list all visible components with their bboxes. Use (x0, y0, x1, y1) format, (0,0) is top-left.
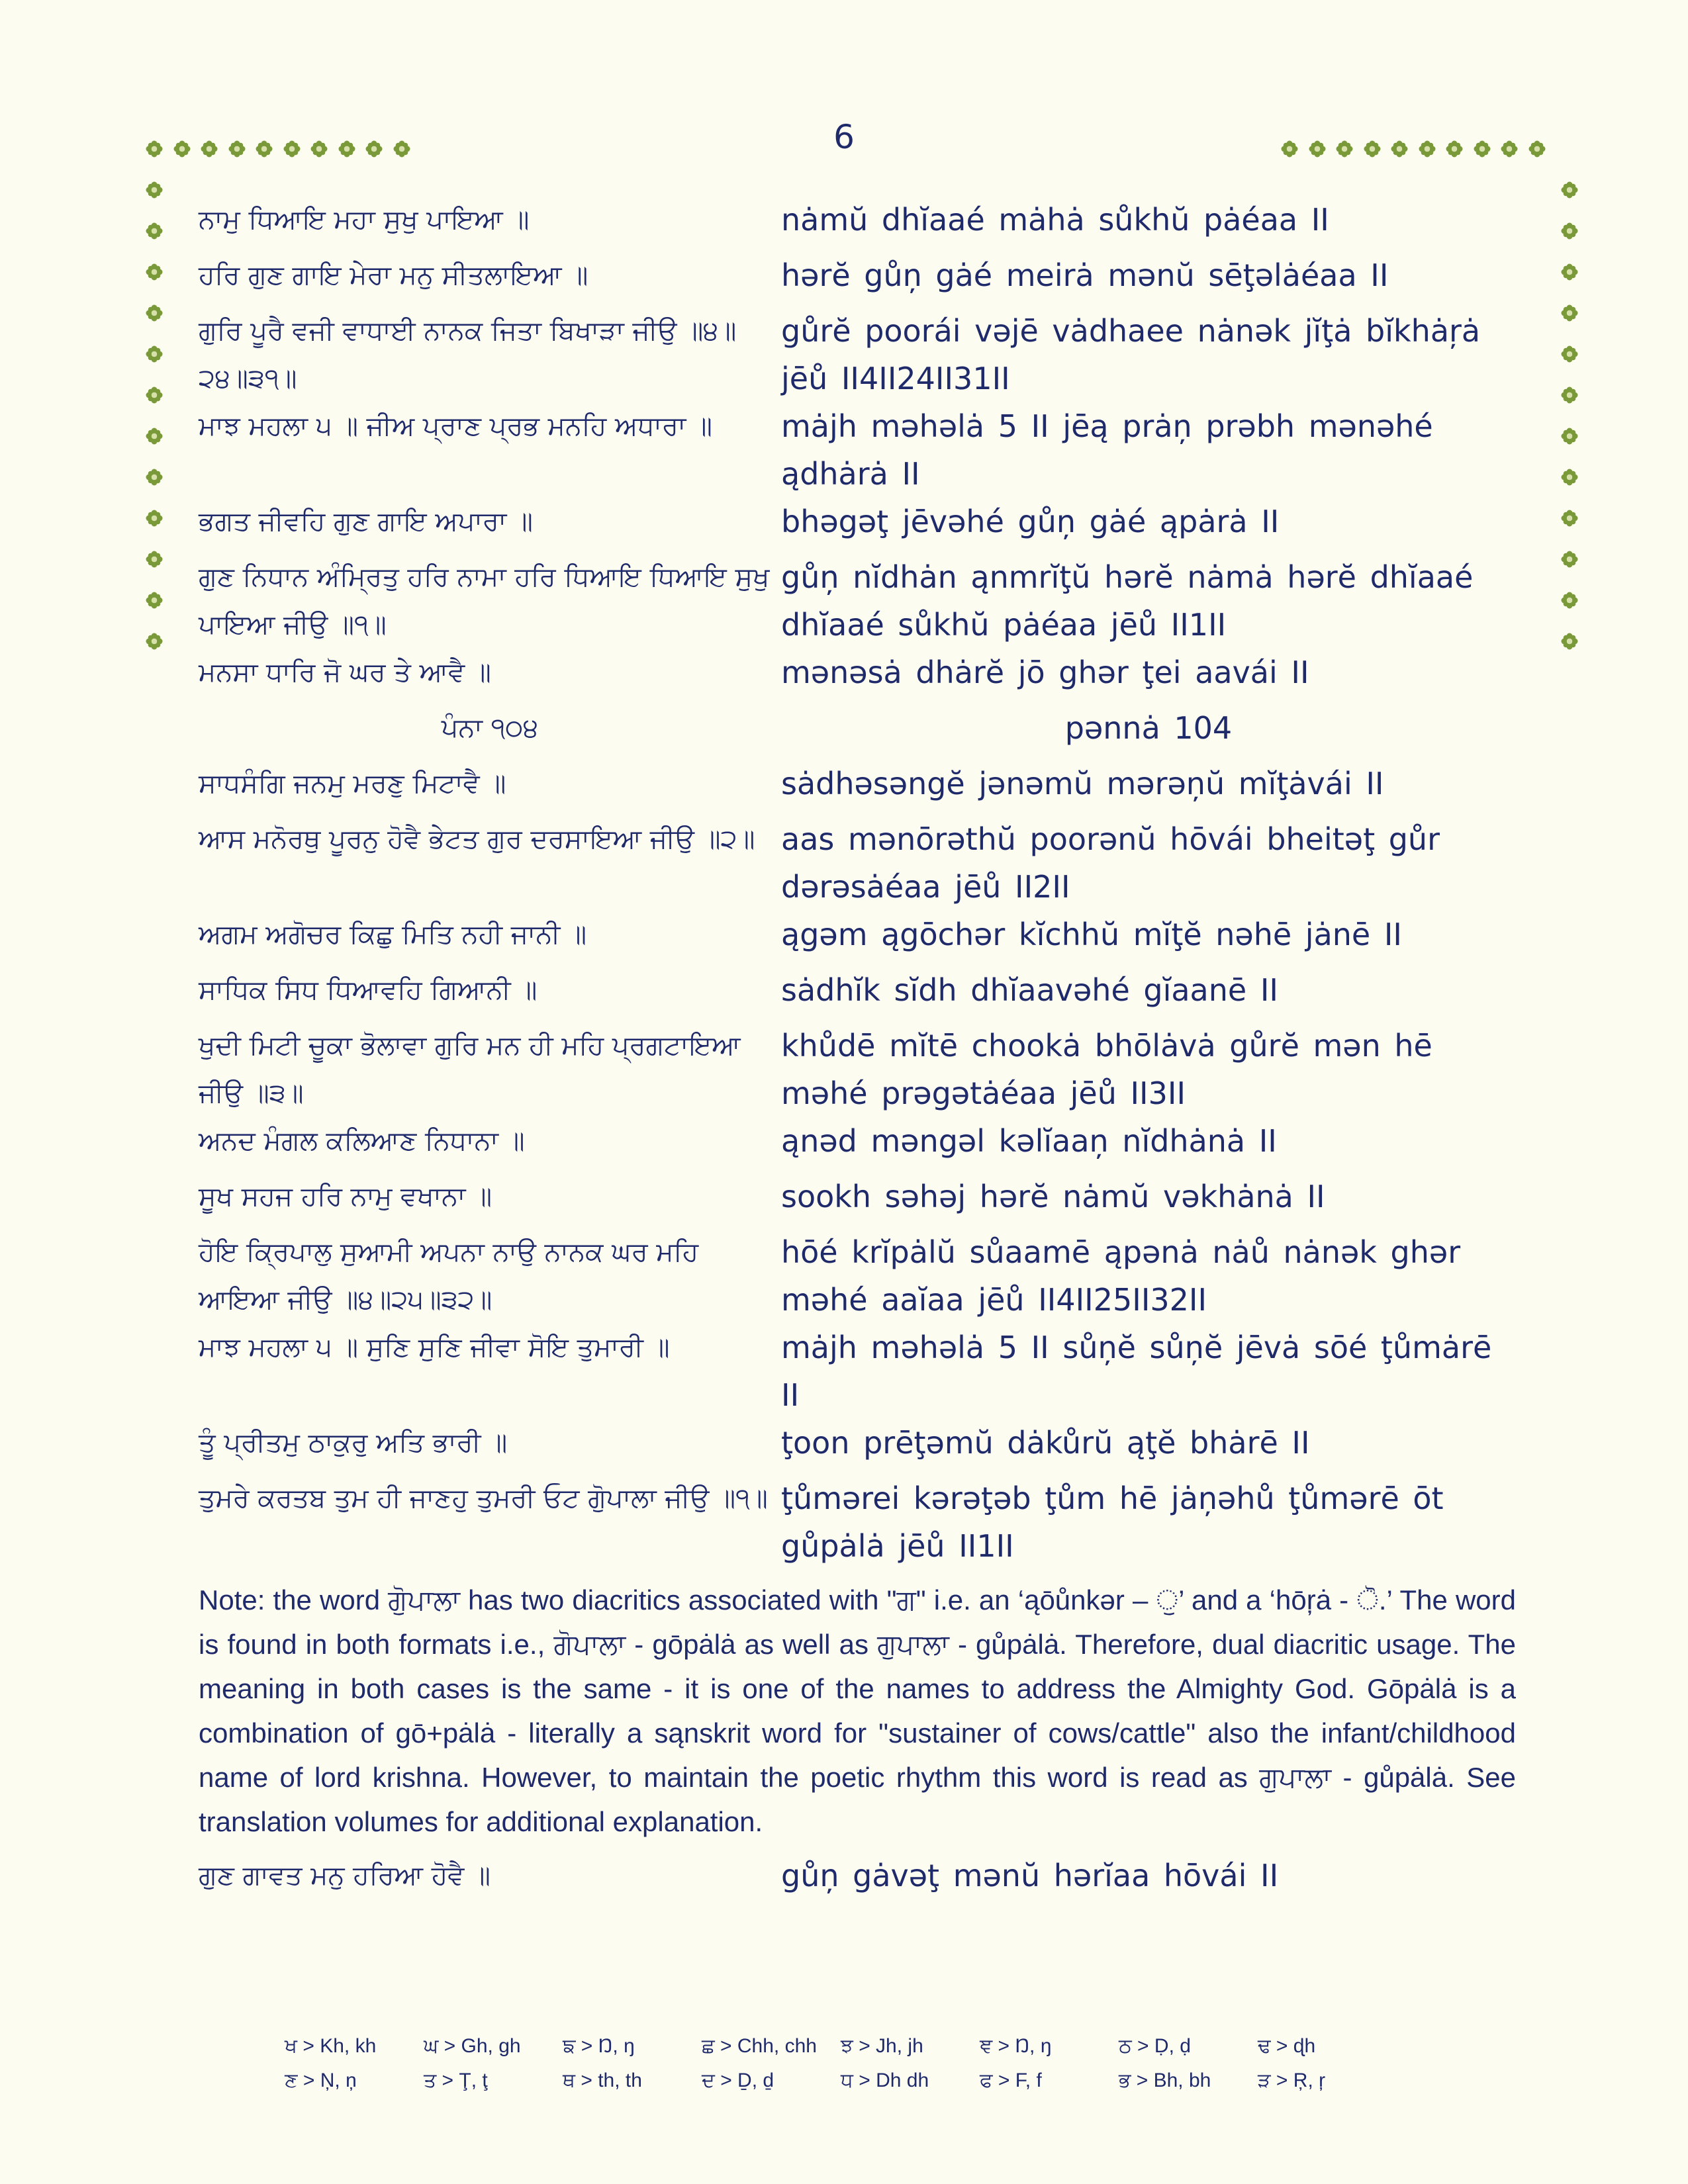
flower-ornament-icon (1501, 140, 1518, 158)
transliteration-line: bhəgəţ jēvəhé gůņ gȧé ąpȧrȧ II (781, 504, 1280, 539)
flower-ornament-icon (146, 551, 163, 568)
transliteration-line: mənəsȧ dhȧrĕ jō ghər ţei aavái II (781, 655, 1309, 690)
flower-ornament-icon (1561, 510, 1578, 527)
verse-row (199, 402, 1516, 498)
legend-entry: ਣ > Ņ, ņ (285, 2070, 357, 2091)
legend-entry: ਛ > Chh, chh (702, 2035, 817, 2057)
gurmukhi-page-marker: ਪੰਨਾ ੧੦੪ (441, 713, 539, 743)
transliteration-line: sookh səhəj hərĕ nȧmŭ vəkhȧnȧ II (781, 1179, 1325, 1214)
legend-row (285, 2035, 1410, 2070)
verse-row (199, 760, 1516, 807)
verse-row (199, 307, 1516, 402)
flower-ornament-icon (146, 345, 163, 363)
legend-entry: ਠ > Ḍ, ḍ (1119, 2035, 1191, 2057)
transliteration-legend (285, 2035, 1410, 2104)
gurmukhi-line: ਤੂੰ ਪ੍ਰੀਤਮੁ ਠਾਕੁਰੁ ਅਤਿ ਭਾਰੀ ॥ (199, 1428, 508, 1458)
legend-entry: ਥ > th, th (563, 2070, 642, 2091)
gurmukhi-line: ਹੋਇ ਕ੍ਰਿਪਾਲੁ ਸੁਆਮੀ ਅਪਨਾ ਨਾਉ ਨਾਨਕ ਘਰ ਮਹਿ ਆਇਆ ਜੀਉ ॥੪॥੨੫॥੩੨॥ (199, 1237, 699, 1315)
flower-ornament-icon (1474, 140, 1491, 158)
flower-ornament-icon (1561, 222, 1578, 240)
verse-row (199, 649, 1516, 696)
flower-ornament-icon (1561, 304, 1578, 322)
flower-ornament-icon (1561, 469, 1578, 486)
transliteration-line: ąnəd məngəl kəlĭaaņ nĭdhȧnȧ II (781, 1123, 1277, 1159)
gurmukhi-line: ਖੁਦੀ ਮਿਟੀ ਚੂਕਾ ਭੋਲਾਵਾ ਗੁਰਿ ਮਨ ਹੀ ਮਹਿ ਪ੍ਰਗਟਾਇਆ ਜੀਉ ॥੩॥ (199, 1030, 741, 1109)
flower-ornament-icon (1561, 263, 1578, 281)
transliteration-page-marker: pənnȧ 104 (1064, 710, 1233, 746)
flower-ornament-icon (1446, 140, 1463, 158)
flower-ornament-icon (146, 387, 163, 404)
legend-entry: ਢ > ɖh (1258, 2035, 1316, 2057)
flower-ornament-icon (1561, 345, 1578, 363)
gurmukhi-line: ਮਾਝ ਮਹਲਾ ੫ ॥ ਜੀਅ ਪ੍ਰਾਣ ਪ੍ਰਭ ਮਨਹਿ ਅਧਾਰਾ ॥ (199, 411, 712, 441)
gurmukhi-line: ਅਨਦ ਮੰਗਲ ਕਲਿਆਣ ਨਿਧਾਨਾ ॥ (199, 1126, 525, 1156)
flower-ornament-icon (146, 304, 163, 322)
transliteration-line: ţůmərei kərəţəb ţům hē jȧņəhů ţůmərē ōt gůpȧlȧ jēů II1II (781, 1480, 1444, 1564)
legend-entry: ਘ > Gh, gh (424, 2035, 521, 2057)
flower-ornament-icon (1561, 387, 1578, 404)
flower-ornament-icon (146, 222, 163, 240)
legend-entry: ਞ > Ŋ, ŋ (980, 2035, 1052, 2057)
legend-row (285, 2070, 1410, 2104)
verse-row (199, 1117, 1516, 1165)
verse-row (199, 1324, 1516, 1419)
verse-row (199, 1022, 1516, 1117)
flower-ornament-icon (283, 140, 301, 158)
flower-ornament-icon (1419, 140, 1436, 158)
flower-ornament-icon (1561, 428, 1578, 445)
verse-row (199, 815, 1516, 911)
legend-entry: ਦ > Ḏ, ḏ (702, 2070, 774, 2091)
verse-row (199, 911, 1516, 958)
flower-ornament-icon (1336, 140, 1353, 158)
verse-row (199, 553, 1516, 649)
flower-ornament-icon (146, 428, 163, 445)
gurmukhi-line: ਹਰਿ ਗੁਣ ਗਾਇ ਮੇਰਾ ਮਨੁ ਸੀਤਲਾਇਆ ॥ (199, 260, 588, 291)
flower-ornament-icon (228, 140, 246, 158)
legend-entry: ਧ > Dh dh (841, 2070, 929, 2091)
flower-ornament-icon (146, 510, 163, 527)
flower-ornament-icon (338, 140, 355, 158)
flower-ornament-icon (173, 140, 191, 158)
verse-row (199, 1173, 1516, 1220)
flower-ornament-icon (146, 633, 163, 650)
flower-ornament-icon (146, 263, 163, 281)
flower-ornament-icon (1561, 181, 1578, 199)
gurmukhi-line: ਗੁਣ ਗਾਵਤ ਮਨੁ ਹਰਿਆ ਹੋਵੈ ॥ (199, 1860, 491, 1891)
gurmukhi-line: ਸਾਧਿਕ ਸਿਧ ਧਿਆਵਹਿ ਗਿਆਨੀ ॥ (199, 975, 538, 1005)
flower-ornament-icon (1528, 140, 1546, 158)
transliteration-line: nȧmŭ dhĭaaé mȧhȧ sůkhŭ pȧéaa II (781, 202, 1329, 238)
flower-ornament-icon (365, 140, 383, 158)
flower-ornament-icon (146, 592, 163, 609)
flower-ornament-icon (310, 140, 328, 158)
flower-ornament-icon (146, 140, 163, 158)
transliteration-line: sȧdhĭk sĭdh dhĭaavəhé gĭaanē II (781, 972, 1278, 1008)
verse-row (199, 1852, 1516, 1899)
gurmukhi-line: ਨਾਮੁ ਧਿਆਇ ਮਹਾ ਸੁਖੁ ਪਾਇਆ ॥ (199, 205, 530, 235)
gurmukhi-line: ਅਗਮ ਅਗੋਚਰ ਕਿਛੁ ਮਿਤਿ ਨਹੀ ਜਾਨੀ ॥ (199, 919, 587, 950)
verse-list (199, 196, 1516, 1899)
transliteration-line: gůņ gȧvəţ mənŭ hərĭaa hōvái II (781, 1858, 1279, 1893)
transliteration-line: hərĕ gůņ gȧé meirȧ mənŭ sēţəlȧéaa II (781, 257, 1389, 293)
transliteration-line: ągəm ągōchər kĭchhŭ mĭţĕ nəhē jȧnē II (781, 917, 1402, 952)
verse-row (199, 1228, 1516, 1324)
transliteration-line: aas mənōrəthŭ poorənŭ hōvái bheitəţ gůr dərəsȧéaa jēů II2II (781, 821, 1440, 905)
transliteration-line: mȧjh məhəlȧ 5 II jēą prȧņ prəbh mənəhé ądhȧrȧ II (781, 408, 1433, 492)
verse-row (199, 498, 1516, 545)
legend-entry: ਝ > Jh, jh (841, 2035, 923, 2057)
gurmukhi-line: ਆਸ ਮਨੋਰਥੁ ਪੂਰਨੁ ਹੋਵੈ ਭੇਟਤ ਗੁਰ ਦਰਸਾਇਆ ਜੀਉ ॥੨॥ (199, 824, 755, 854)
flower-ornament-icon (201, 140, 218, 158)
flower-ornament-icon (1391, 140, 1408, 158)
flower-ornament-icon (1364, 140, 1381, 158)
transliteration-line: ţoon prēţəmŭ dȧkůrŭ ąţĕ bhȧrē II (781, 1425, 1310, 1461)
flower-ornament-icon (1281, 140, 1298, 158)
flower-ornament-icon (256, 140, 273, 158)
transliteration-line: hōé krĭpȧlŭ sůaamē ąpənȧ nȧů nȧnək ghər məhé aaĭaa jēů II4II25II32II (781, 1234, 1461, 1318)
verse-row (199, 1419, 1516, 1467)
legend-entry: ਤ > Ţ, ţ (424, 2070, 488, 2091)
transliteration-line: gůrĕ poorái vəjē vȧdhaee nȧnək jĭţȧ bĭkhȧŗȧ jēů II4II24II31II (781, 313, 1481, 396)
gurmukhi-line: ਗੁਣ ਨਿਧਾਨ ਅੰਮ੍ਰਿਤੁ ਹਰਿ ਨਾਮਾ ਹਰਿ ਧਿਆਇ ਧਿਆਇ ਸੁਖੁ ਪਾਇਆ ਜੀਉ ॥੧॥ (199, 562, 770, 640)
gurmukhi-line: ਮਾਝ ਮਹਲਾ ੫ ॥ ਸੁਣਿ ਸੁਣਿ ਜੀਵਾ ਸੋਇ ਤੁਮਾਰੀ ॥ (199, 1332, 670, 1363)
transliteration-line: gůņ nĭdhȧn ąnmrĭţŭ hərĕ nȧmȧ hərĕ dhĭaaé dhĭaaé sůkhŭ pȧéaa jēů II1II (781, 559, 1474, 643)
verse-row (199, 196, 1516, 244)
transliteration-line: sȧdhəsəngĕ jənəmŭ mərəņŭ mĭţȧvái II (781, 766, 1384, 801)
flower-ornament-icon (1309, 140, 1326, 158)
transliteration-line: mȧjh məhəlȧ 5 II sůņĕ sůņĕ jēvȧ sōé ţůmȧrē II (781, 1330, 1492, 1413)
flower-ornament-icon (1561, 592, 1578, 609)
gurmukhi-line: ਗੁਰਿ ਪੂਰੈ ਵਜੀ ਵਾਧਾਈ ਨਾਨਕ ਜਿਤਾ ਬਿਖਾੜਾ ਜੀਉ ॥੪॥੨੪॥੩੧॥ (199, 316, 737, 394)
legend-entry: ੜ > Ŗ, ŗ (1258, 2070, 1326, 2091)
gurmukhi-line: ਤੁਮਰੇ ਕਰਤਬ ਤੁਮ ਹੀ ਜਾਣਹੁ ਤੁਮਰੀ ਓਟ ਗੁੋਪਾਲਾ ਜੀਉ ॥੧॥ (199, 1483, 768, 1514)
legend-entry: ਙ > Ŋ, ŋ (563, 2035, 635, 2057)
flower-ornament-icon (393, 140, 410, 158)
verse-row (199, 251, 1516, 299)
transliteration-line: khůdē mĭtē chookȧ bhōlȧvȧ gůrĕ mən hē məhé prəgətȧéaa jēů II3II (781, 1028, 1432, 1111)
diacritic-note: Note: the word ਗੁੋਪਾਲਾ has two diacritics associated with "ਗ" i.e. an ‘ąōůnkər – ੁ’ and a ‘hōŗȧ - ੋ.’ The word is found in both formats i.e., ਗੋਪਾਲਾ - gōpȧlȧ as well as ਗੁਪਾਲਾ - gůpȧlȧ. Therefore, dual diacritic usage. The meaning in both cases is the same - it is one of the names to address the Almighty God. Gōpȧlȧ is a combination of gō+pȧlȧ - literally a sąnskrit word for "sustainer of cows/cattle" also the infant/childhood name of lord krishna. However, to maintain the poetic rhythm this word is read as ਗੁਪਾਲਾ - gůpȧlȧ. See translation volumes for additional explanation. (199, 1584, 1516, 1837)
flower-ornament-icon (146, 469, 163, 486)
legend-entry: ਫ > F, f (980, 2070, 1042, 2091)
page-marker-row (199, 704, 1516, 752)
gurmukhi-line: ਸੂਖ ਸਹਜ ਹਰਿ ਨਾਮੁ ਵਖਾਨਾ ॥ (199, 1181, 492, 1212)
verse-row (199, 1475, 1516, 1570)
gurmukhi-line: ਮਨਸਾ ਧਾਰਿ ਜੋ ਘਰ ਤੇ ਆਵੈ ॥ (199, 657, 491, 688)
verse-row (199, 966, 1516, 1014)
flower-ornament-icon (1561, 551, 1578, 568)
page-number: 6 (833, 118, 855, 156)
legend-entry: ਭ > Bh, bh (1119, 2070, 1211, 2091)
gurmukhi-line: ਭਗਤ ਜੀਵਹਿ ਗੁਣ ਗਾਇ ਅਪਾਰਾ ॥ (199, 506, 533, 537)
legend-entry: ਖ > Kh, kh (285, 2035, 377, 2057)
flower-ornament-icon (1561, 633, 1578, 650)
flower-ornament-icon (146, 181, 163, 199)
gurmukhi-line: ਸਾਧਸੰਗਿ ਜਨਮੁ ਮਰਣੁ ਮਿਟਾਵੈ ॥ (199, 768, 506, 799)
